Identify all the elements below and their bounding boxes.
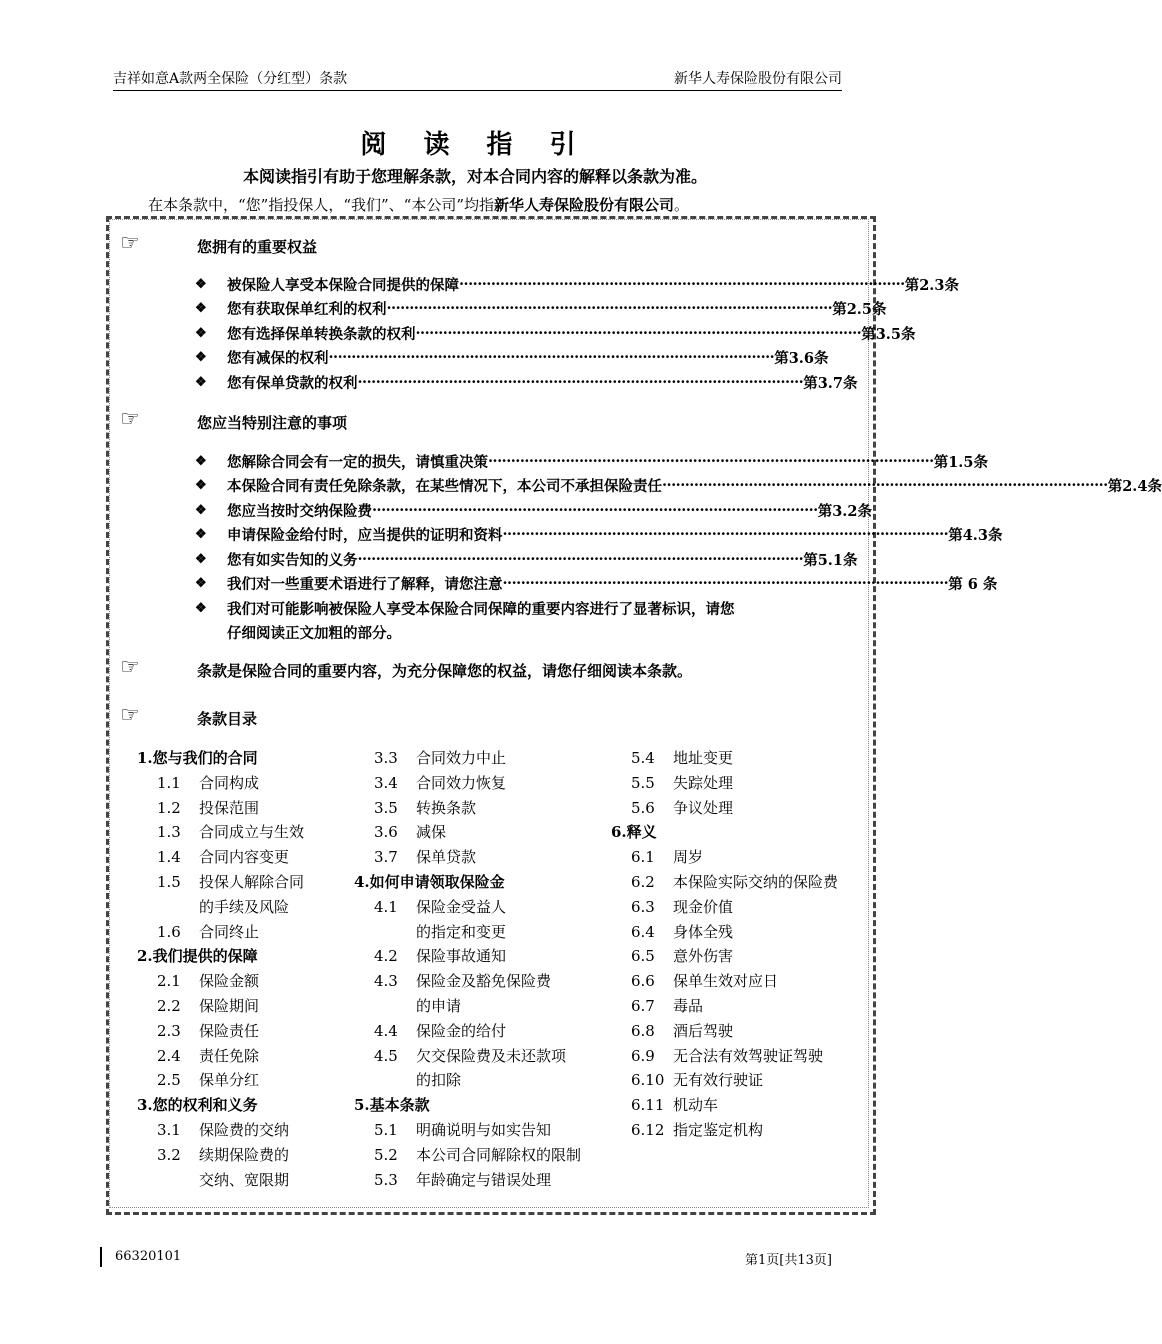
toc-item-number: 4.1 bbox=[374, 897, 398, 916]
toc-item-title: 本公司合同解除权的限制 bbox=[416, 1145, 582, 1164]
diamond-bullet-icon: ❖ bbox=[195, 551, 207, 567]
toc-item[interactable] bbox=[611, 1068, 838, 1093]
toc-chapter: 2.我们提供的保障 bbox=[137, 947, 258, 966]
notes-list bbox=[195, 449, 1162, 645]
toc-item-number: 6.10 bbox=[631, 1071, 665, 1090]
intro-company: 新华人寿保险股份有限公司 bbox=[494, 196, 675, 214]
page-subtitle: 本阅读指引有助于您理解条款，对本合同内容的解释以条款为准。 bbox=[242, 167, 707, 186]
toc-item-title: 减保 bbox=[416, 823, 447, 842]
toc-item-number: 1.5 bbox=[157, 872, 181, 891]
toc-item[interactable] bbox=[611, 771, 838, 796]
toc-item-title: 保险金及豁免保险费 bbox=[416, 972, 552, 991]
toc-item-number: 5.3 bbox=[374, 1170, 398, 1189]
toc-item-number: 6.6 bbox=[631, 972, 655, 991]
header-company: 新华人寿保险股份有限公司 bbox=[674, 71, 842, 87]
toc-item[interactable] bbox=[611, 870, 838, 895]
diamond-bullet-icon: ❖ bbox=[195, 374, 207, 390]
toc-item[interactable] bbox=[354, 1118, 581, 1143]
toc-item[interactable] bbox=[354, 796, 581, 821]
toc-item-number: 5.1 bbox=[374, 1120, 398, 1139]
header-divider bbox=[113, 90, 842, 91]
toc-item-title: 酒后驾驶 bbox=[673, 1021, 734, 1040]
toc-item-number: 4.4 bbox=[374, 1021, 398, 1040]
toc-item-title: 保险费的交纳 bbox=[199, 1120, 290, 1139]
toc-item[interactable] bbox=[137, 1143, 304, 1168]
list-item bbox=[195, 572, 998, 597]
list-item-reference: 第3.2条 bbox=[817, 502, 872, 520]
toc-chapter: 6.释义 bbox=[611, 823, 657, 842]
leader-dots: ·································································································· bbox=[357, 550, 804, 568]
toc-item-title: 转换条款 bbox=[416, 798, 477, 817]
diamond-bullet-icon: ❖ bbox=[195, 478, 207, 494]
toc-item-title: 指定鉴定机构 bbox=[673, 1120, 764, 1139]
toc-item[interactable] bbox=[354, 746, 581, 771]
list-item bbox=[195, 498, 872, 523]
clause-note: 条款是保险合同的重要内容，为充分保障您的权益，请您仔细阅读本条款。 bbox=[197, 662, 693, 680]
list-item bbox=[195, 297, 887, 322]
toc-item-title: 争议处理 bbox=[673, 798, 734, 817]
list-item bbox=[195, 346, 827, 371]
hand-pointer-icon: ☞ bbox=[120, 231, 140, 256]
toc-item-number: 3.2 bbox=[157, 1145, 181, 1164]
rights-list bbox=[195, 272, 959, 395]
diamond-bullet-icon: ❖ bbox=[195, 301, 207, 317]
leader-dots: ·································································································· bbox=[357, 373, 804, 391]
toc-item-number: 2.1 bbox=[157, 972, 181, 991]
rights-heading: 您拥有的重要权益 bbox=[197, 238, 318, 256]
toc-item-number: 3.1 bbox=[157, 1120, 181, 1139]
diamond-bullet-icon: ❖ bbox=[195, 527, 207, 543]
list-item-text: 我们对一些重要术语进行了解释，请您注意 bbox=[227, 576, 503, 594]
toc-item-number: 6.9 bbox=[631, 1046, 655, 1065]
toc-item-title: 保单贷款 bbox=[416, 848, 477, 867]
toc-item-number: 3.7 bbox=[374, 848, 398, 867]
toc-item-title: 合同构成 bbox=[199, 773, 260, 792]
toc-item-title: 无有效行驶证 bbox=[673, 1071, 764, 1090]
page-title: 阅 读 指 引 bbox=[360, 130, 590, 160]
toc-item-number: 5.5 bbox=[631, 773, 655, 792]
list-item-text: 您有减保的权利 bbox=[227, 350, 329, 368]
list-item-text: 您解除合同会有一定的损失，请慎重决策 bbox=[227, 453, 488, 471]
toc-item-number: 5.4 bbox=[631, 749, 655, 767]
toc-item-continuation: 的申请 bbox=[416, 996, 462, 1015]
list-item-continuation: 仔细阅读正文加粗的部分。 bbox=[227, 625, 401, 643]
toc-item-number: 6.7 bbox=[631, 996, 655, 1015]
toc-item-title: 保险金受益人 bbox=[416, 897, 507, 916]
toc-item-title: 续期保险费的 bbox=[199, 1145, 290, 1164]
diamond-bullet-icon: ❖ bbox=[195, 600, 207, 616]
list-item bbox=[195, 474, 1162, 499]
toc-item-number: 3.6 bbox=[374, 823, 398, 842]
diamond-bullet-icon: ❖ bbox=[195, 276, 207, 292]
header-title: 吉祥如意A款两全保险（分红型）条款 bbox=[113, 71, 348, 87]
toc-item-number: 6.12 bbox=[631, 1120, 665, 1139]
diamond-bullet-icon: ❖ bbox=[195, 350, 207, 366]
toc-item-number: 6.11 bbox=[631, 1096, 665, 1115]
toc-item-title: 无合法有效驾驶证驾驶 bbox=[673, 1046, 824, 1065]
toc-item[interactable] bbox=[137, 920, 304, 945]
toc-item-title: 意外伤害 bbox=[673, 947, 734, 966]
toc-item[interactable] bbox=[354, 1019, 581, 1044]
toc-item[interactable] bbox=[611, 746, 838, 771]
toc-heading: 条款目录 bbox=[197, 710, 258, 728]
leader-dots: ·································································································· bbox=[502, 526, 949, 544]
toc-item-continuation: 的扣除 bbox=[416, 1071, 462, 1090]
toc-item[interactable] bbox=[137, 845, 304, 870]
toc-item-continuation: 的手续及风险 bbox=[199, 897, 290, 916]
toc-item[interactable] bbox=[611, 1019, 838, 1044]
toc-item-number: 6.4 bbox=[631, 922, 655, 941]
toc-item-title: 机动车 bbox=[673, 1096, 719, 1115]
toc-item-number: 1.6 bbox=[157, 922, 181, 941]
list-item-reference: 第4.3条 bbox=[948, 527, 1003, 545]
toc-item-number: 4.2 bbox=[374, 947, 398, 966]
toc-item-title: 合同内容变更 bbox=[199, 848, 290, 867]
toc-item-title: 明确说明与如实告知 bbox=[416, 1120, 552, 1139]
toc-chapter: 4.如何申请领取保险金 bbox=[354, 872, 505, 891]
list-item-reference: 第5.1条 bbox=[803, 551, 858, 569]
toc-item[interactable] bbox=[137, 870, 304, 895]
toc-item-number: 1.3 bbox=[157, 823, 181, 842]
list-item-text: 我们对可能影响被保险人享受本保险合同保障的重要内容进行了显著标识，请您 bbox=[227, 600, 735, 618]
toc-item-title: 身体全残 bbox=[673, 922, 734, 941]
list-item-text: 您应当按时交纳保险费 bbox=[227, 502, 372, 520]
toc-item-title: 保险期间 bbox=[199, 996, 260, 1015]
footer-bar bbox=[100, 1247, 102, 1267]
toc-item-number: 6.1 bbox=[631, 848, 655, 867]
toc-item[interactable] bbox=[354, 1044, 581, 1069]
toc-item[interactable] bbox=[137, 1118, 304, 1143]
leader-dots: ·································································································· bbox=[459, 275, 905, 293]
list-item bbox=[195, 370, 858, 395]
leader-dots: ·································································································· bbox=[488, 452, 934, 470]
toc-item-number: 3.5 bbox=[374, 798, 398, 817]
footer-code: 66320101 bbox=[115, 1249, 182, 1264]
intro-text: 在本条款中，“您”指投保人，“我们”、“本公司”均指 bbox=[148, 196, 495, 214]
intro-paragraph bbox=[148, 194, 689, 215]
toc-item-title: 保险金额 bbox=[199, 972, 260, 991]
toc-item[interactable] bbox=[354, 895, 581, 920]
toc-item[interactable] bbox=[354, 845, 581, 870]
toc-item-number: 4.5 bbox=[374, 1046, 398, 1065]
toc-item-title: 欠交保险费及未还款项 bbox=[416, 1046, 567, 1065]
toc-item-title: 投保范围 bbox=[199, 798, 260, 817]
toc-item-number: 1.2 bbox=[157, 798, 181, 817]
toc-item-title: 合同效力中止 bbox=[416, 749, 507, 767]
toc-item-title: 合同成立与生效 bbox=[199, 823, 305, 842]
toc-item[interactable] bbox=[611, 1044, 838, 1069]
toc-item[interactable] bbox=[137, 820, 304, 845]
hand-pointer-icon: ☞ bbox=[120, 655, 140, 680]
diamond-bullet-icon: ❖ bbox=[195, 453, 207, 469]
toc-item[interactable] bbox=[137, 1044, 304, 1069]
toc-item[interactable] bbox=[611, 920, 838, 945]
toc-item[interactable] bbox=[137, 796, 304, 821]
list-item bbox=[195, 596, 827, 621]
list-item-reference: 第2.5条 bbox=[832, 301, 887, 319]
toc-item-number: 3.4 bbox=[374, 773, 398, 792]
toc-item-number: 4.3 bbox=[374, 972, 398, 991]
toc-item-title: 合同效力恢复 bbox=[416, 773, 507, 792]
leader-dots: ·································································································· bbox=[386, 300, 833, 318]
toc-item-number: 5.2 bbox=[374, 1145, 398, 1164]
intro-end: 。 bbox=[674, 196, 690, 214]
list-item-text: 您有如实告知的义务 bbox=[227, 551, 358, 569]
toc-item-number: 6.5 bbox=[631, 947, 655, 966]
list-item-text: 您有选择保单转换条款的权利 bbox=[227, 325, 416, 343]
toc-item[interactable] bbox=[354, 1168, 581, 1193]
diamond-bullet-icon: ❖ bbox=[195, 576, 207, 592]
toc-item[interactable] bbox=[611, 944, 838, 969]
list-item-reference: 第 6 条 bbox=[948, 576, 998, 594]
toc-chapter: 3.您的权利和义务 bbox=[137, 1096, 258, 1115]
toc-item[interactable] bbox=[611, 969, 838, 994]
diamond-bullet-icon: ❖ bbox=[195, 502, 207, 518]
list-item-text: 本保险合同有责任免除条款，在某些情况下，本公司不承担保险责任 bbox=[227, 478, 662, 496]
list-item-text: 您有保单贷款的权利 bbox=[227, 374, 358, 392]
list-item-reference: 第2.3条 bbox=[904, 276, 959, 294]
toc-item-number: 6.2 bbox=[631, 872, 655, 891]
toc-item[interactable] bbox=[354, 820, 581, 845]
toc-column-3 bbox=[611, 746, 838, 1143]
toc-item[interactable] bbox=[354, 944, 581, 969]
toc-item[interactable] bbox=[137, 1068, 304, 1093]
toc-item[interactable] bbox=[137, 1019, 304, 1044]
list-item-reference: 第3.7条 bbox=[803, 374, 858, 392]
list-item bbox=[195, 272, 959, 297]
toc-item[interactable] bbox=[354, 969, 581, 994]
toc-item-title: 现金价值 bbox=[673, 897, 734, 916]
toc-chapter: 5.基本条款 bbox=[354, 1096, 430, 1115]
toc-item-continuation: 的指定和变更 bbox=[416, 922, 507, 941]
toc-item-number: 6.8 bbox=[631, 1021, 655, 1040]
notes-heading: 您应当特别注意的事项 bbox=[197, 414, 348, 432]
hand-pointer-icon: ☞ bbox=[120, 703, 140, 728]
toc-item[interactable] bbox=[611, 994, 838, 1019]
toc-item[interactable] bbox=[354, 771, 581, 796]
toc-item[interactable] bbox=[611, 895, 838, 920]
toc-item-title: 保单生效对应日 bbox=[673, 972, 779, 991]
toc-item-number: 1.1 bbox=[157, 773, 181, 792]
toc-item-number: 2.3 bbox=[157, 1021, 181, 1040]
toc-item-title: 保险责任 bbox=[199, 1021, 260, 1040]
leader-dots: ·································································································· bbox=[415, 324, 862, 342]
toc-item[interactable] bbox=[137, 771, 304, 796]
list-item bbox=[195, 321, 916, 346]
list-item-text: 被保险人享受本保险合同提供的保障 bbox=[227, 276, 459, 294]
toc-item-number: 6.3 bbox=[631, 897, 655, 916]
toc-item-title: 责任免除 bbox=[199, 1046, 260, 1065]
toc-item-title: 合同终止 bbox=[199, 922, 260, 941]
toc-item-number: 2.2 bbox=[157, 996, 181, 1015]
toc-item-title: 毒品 bbox=[673, 996, 704, 1015]
toc-item-title: 失踪处理 bbox=[673, 773, 734, 792]
toc-item-continuation: 交纳、宽限期 bbox=[199, 1170, 290, 1189]
toc-item[interactable] bbox=[611, 1093, 838, 1118]
diamond-bullet-icon: ❖ bbox=[195, 325, 207, 341]
list-item-text: 您有获取保单红利的权利 bbox=[227, 301, 387, 319]
toc-item[interactable] bbox=[611, 1118, 838, 1143]
toc-item-title: 本保险实际交纳的保险费 bbox=[673, 872, 839, 891]
hand-pointer-icon: ☞ bbox=[120, 407, 140, 432]
list-item bbox=[195, 547, 858, 572]
toc-item[interactable] bbox=[611, 796, 838, 821]
toc-item-title: 年龄确定与错误处理 bbox=[416, 1170, 552, 1189]
list-item-reference: 第1.5条 bbox=[933, 453, 988, 471]
list-item-reference: 第3.5条 bbox=[861, 325, 916, 343]
toc-item[interactable] bbox=[354, 1143, 581, 1168]
toc-item-title: 周岁 bbox=[673, 848, 704, 867]
toc-item-title: 保险事故通知 bbox=[416, 947, 507, 966]
toc-item-title: 保单分红 bbox=[199, 1071, 260, 1090]
leader-dots: ·································································································· bbox=[662, 477, 1108, 495]
list-item bbox=[195, 449, 988, 474]
leader-dots: ·································································································· bbox=[502, 575, 949, 593]
list-item-reference: 第2.4条 bbox=[1107, 478, 1162, 496]
list-item bbox=[195, 523, 1003, 548]
toc-item-title: 保险金的给付 bbox=[416, 1021, 507, 1040]
toc-item-title: 投保人解除合同 bbox=[199, 872, 305, 891]
leader-dots: ·································································································· bbox=[372, 501, 818, 519]
toc-item[interactable] bbox=[137, 969, 304, 994]
toc-item[interactable] bbox=[611, 845, 838, 870]
toc-column-1 bbox=[137, 746, 304, 1192]
toc-column-2 bbox=[354, 746, 581, 1192]
toc-chapter: 1.您与我们的合同 bbox=[137, 749, 258, 767]
toc-item[interactable] bbox=[137, 994, 304, 1019]
leader-dots: ·································································································· bbox=[328, 349, 775, 367]
list-item-reference: 第3.6条 bbox=[774, 350, 829, 368]
toc-item-number: 5.6 bbox=[631, 798, 655, 817]
toc-item-number: 2.5 bbox=[157, 1071, 181, 1090]
footer-page-number: 第1页[共13页] bbox=[745, 1253, 832, 1268]
toc-item-number: 3.3 bbox=[374, 749, 398, 767]
toc-item-number: 2.4 bbox=[157, 1046, 181, 1065]
toc-item-title: 地址变更 bbox=[673, 749, 734, 767]
toc-item-number: 1.4 bbox=[157, 848, 181, 867]
list-item-text: 申请保险金给付时，应当提供的证明和资料 bbox=[227, 527, 503, 545]
